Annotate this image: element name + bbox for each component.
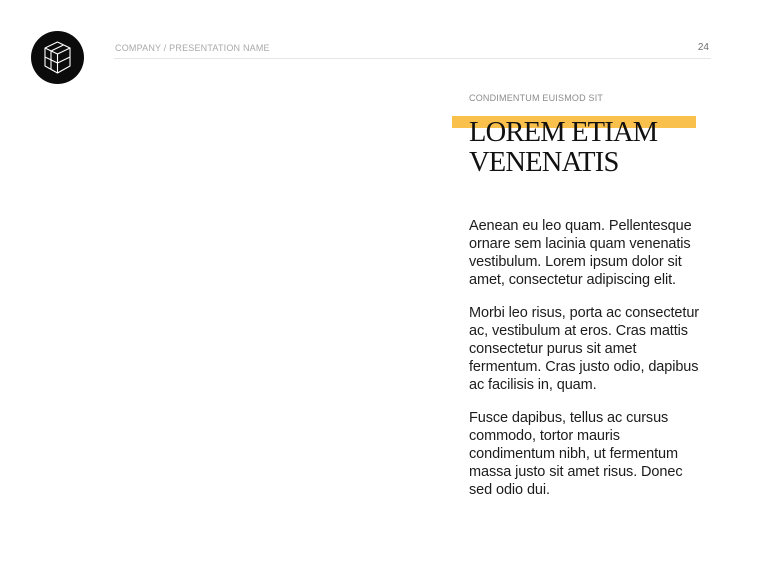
page-title: [469, 118, 709, 178]
breadcrumb: COMPANY / PRESENTATION NAME: [115, 43, 270, 53]
page-number: 24: [697, 42, 709, 53]
title-line: LOREM ETIAM: [469, 117, 658, 148]
logo: [31, 31, 84, 84]
body-text: [469, 217, 709, 514]
isometric-cube-icon: [31, 31, 84, 84]
slide-header: [114, 42, 711, 59]
paragraph: Fusce dapibus, tellus ac cursus commodo, tortor mauris condimentum nibh, ut fermentum massa justo sit amet risus. Donec sed odio dui.: [469, 410, 683, 498]
paragraph: Morbi leo risus, porta ac consectetur ac, vestibulum at eros. Cras mattis consectetur purus sit amet fermentum. Cras justo odio, dapibus ac facilisis in, quam.: [469, 305, 700, 393]
kicker-label: CONDIMENTUM EUISMOD SIT: [469, 93, 604, 103]
paragraph: Aenean eu leo quam. Pellentesque ornare sem lacinia quam venenatis vestibulum. Lorem ipsum dolor sit amet, consectetur adipiscing elit.: [469, 218, 692, 288]
title-line: VENENATIS: [469, 147, 619, 178]
content-column: [469, 92, 709, 105]
